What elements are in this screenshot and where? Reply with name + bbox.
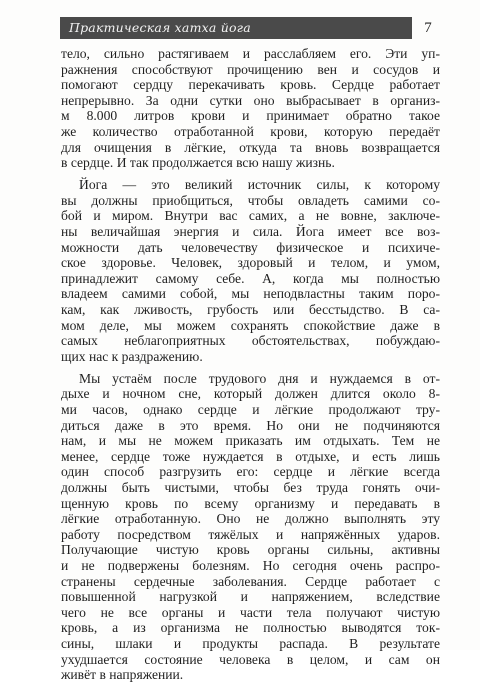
text-line: же количество отработанной крови, которую передаёт <box>61 123 440 139</box>
text-line: живёт в напряжении. <box>61 667 184 683</box>
paragraph <box>61 46 440 171</box>
text-line: владеем самими собой, мы неподвластны таким поро- <box>61 286 440 302</box>
text-line: можности дать человечеству физическое и психиче- <box>61 239 440 255</box>
text-line: бой и миром. Внутри вас самих, а не вовне, заключе- <box>61 208 440 224</box>
text-line: помогают сердцу перекачивать кровь. Сердце работает <box>61 77 440 93</box>
paragraph <box>61 177 440 364</box>
text-line: щенную кровь по всему организму и передавать в <box>61 495 440 511</box>
text-line: и не подвержены болезням. Но сегодня очень распро- <box>61 558 440 573</box>
text-line: ны величайшая энергия и сила. Йога имеет все воз- <box>61 224 440 240</box>
text-line: непрерывно. За одни сутки оно выбрасывает в организ- <box>61 92 440 108</box>
text-line: диться даже в это время. Но они не подчиняются <box>61 417 440 433</box>
text-line: менее, сердце тоже нуждается в отдыхе, и есть лишь <box>61 448 440 464</box>
text-line: Получающие чистую кровь органы сильны, активны <box>61 542 440 558</box>
text-line: один способ разгрузить его: сердце и лёгкие всегда <box>61 464 440 480</box>
text-line: щих нас к раздражению. <box>61 348 203 364</box>
text-line: странены сердечные заболевания. Сердце работает с <box>61 573 440 589</box>
text-line: для очищения в лёгкие, откуда та вновь возвращается <box>61 139 440 155</box>
text-line: ражнения способствуют прочищению вен и сосудов и <box>61 61 440 77</box>
paragraph <box>61 371 440 683</box>
text-line: работу посредством тяжёлых и напряжённых ударов. <box>61 526 440 542</box>
text-line: ухудшается состояние человека в целом, и сам он <box>61 651 440 667</box>
text-line: вы должны приобщиться, чтобы овладеть самими со- <box>61 192 440 208</box>
text-line: лёгкие отработанную. Оно не должно выполнять эту <box>61 511 440 527</box>
text-line: кам, как лживость, грубость или бесстыдство. В са- <box>61 302 440 317</box>
text-line: ми часов, однако сердце и лёгкие продолжают тру- <box>61 402 440 418</box>
text-line: Йога — это великий источник силы, к которому <box>79 177 440 193</box>
text-line: кровь, а из организма не полностью выводятся ток- <box>61 620 440 636</box>
text-line: Мы устаём после трудового дня и нуждаемся в от- <box>79 370 440 386</box>
text-line: в сердце. И так продолжается всю нашу жизнь. <box>61 155 335 171</box>
text-line: чего не все органы и части тела получают чистую <box>61 604 440 620</box>
text-line: тело, сильно растягиваем и расслабляем его. Эти уп- <box>61 46 440 61</box>
text-line: нам, и мы не можем приказать им отдыхать. Тем не <box>61 433 440 449</box>
text-line: сины, шлаки и продукты распада. В результате <box>61 635 440 651</box>
text-line: м 8.000 литров крови и принимает обратно такое <box>61 108 440 124</box>
text-line: повышенной нагрузкой и напряжением, вследствие <box>61 589 440 605</box>
body-text <box>61 46 440 689</box>
text-line: дыхе и ночном сне, который должен длится около 8- <box>61 386 440 402</box>
page-number: 7 <box>424 20 432 36</box>
text-line: принадлежит самому себе. А, когда мы полностью <box>61 270 440 286</box>
text-line: мом деле, мы можем сохранять спокойствие даже в <box>61 317 440 333</box>
text-line: ское здоровье. Человек, здоровый и телом, и умом, <box>61 255 440 271</box>
text-line: должны быть чистыми, чтобы без труда гонять очи- <box>61 480 440 496</box>
running-head: Практическая хатха йога <box>60 17 412 39</box>
text-line: самых неблагоприятных обстоятельствах, побуждаю- <box>61 333 440 349</box>
